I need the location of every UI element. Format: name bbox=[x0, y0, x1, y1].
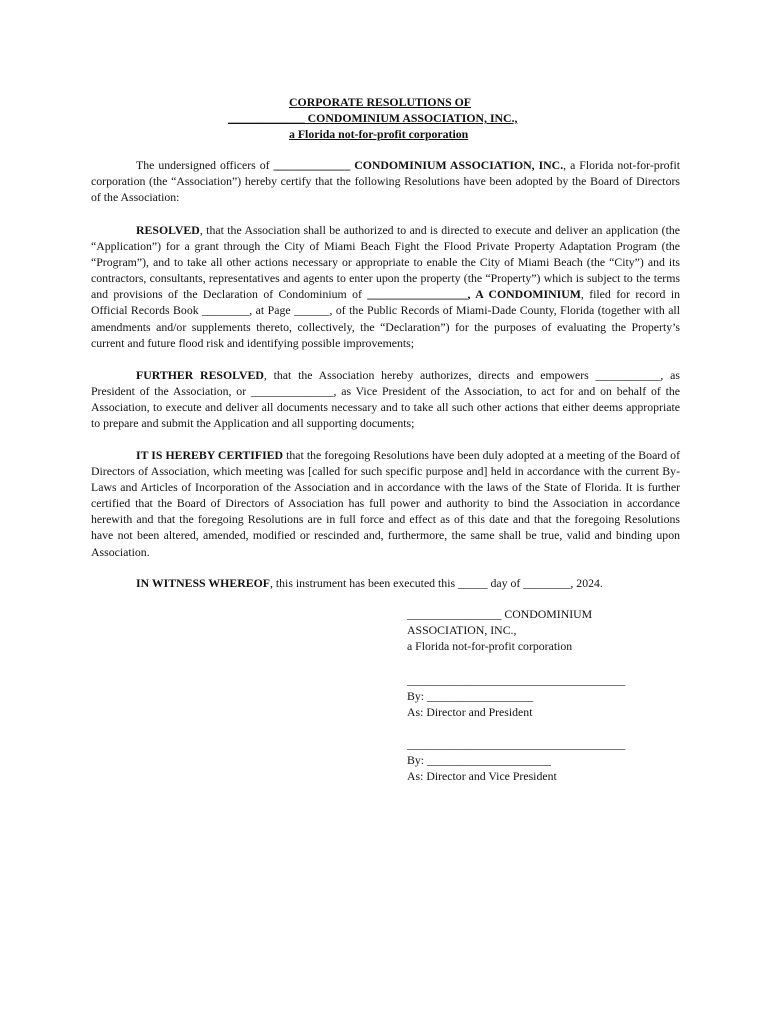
signer-title: As: Director and President bbox=[407, 705, 533, 719]
further-resolved-paragraph: FURTHER RESOLVED, that the Association hereby authorizes, directs and empowers ___________, as President of the Association, or ______________, as Vice President of the Association, to act for and on behalf of the Association, to execute and deliver all documents necessary and to take all such other actions that either deems appropriate to prepare and submit the Application and all supporting documents; bbox=[91, 368, 680, 431]
association-name: _____________ CONDOMINIUM ASSOCIATION, INC. bbox=[273, 158, 564, 172]
vice-president-signature-block bbox=[407, 736, 677, 784]
resolved-paragraph: RESOLVED, that the Association shall be authorized to and is directed to execute and deliver an application (the “Application”) for a grant through the City of Miami Beach Fight the Flood Private Property Adaptation Program (the “Program”), and to take all other actions necessary or appropriate to enable the City of Miami Beach (the “City”) and its contractors, consultants, representatives and agents to enter upon the property (the “Property”) which is subject to the terms and provisions of the Declaration of Condominium of _________________, A CONDOMINIUM, filed for record in Official Records Book ________, at Page ______, of the Public Records of Miami-Dade County, Florida (together with all amendments and/or supplements thereto, collectively, the “Declaration”) for the purposes of evaluating the Property’s current and future flood risk and identifying possible improvements; bbox=[91, 223, 680, 350]
signature-line: _____________________________________ bbox=[407, 737, 626, 751]
resolved-heading: RESOLVED bbox=[136, 223, 200, 237]
signer-by-line: By: __________________ bbox=[407, 689, 534, 703]
president-signature-block bbox=[407, 672, 677, 720]
title-line-2: _____________ CONDOMINIUM ASSOCIATION, INC., bbox=[228, 111, 518, 125]
title-line-1: CORPORATE RESOLUTIONS OF bbox=[289, 95, 472, 109]
entity-type-line: ASSOCIATION, INC., bbox=[407, 623, 517, 637]
entity-description: a Florida not-for-profit corporation bbox=[407, 639, 573, 653]
further-resolved-heading: FURTHER RESOLVED bbox=[136, 368, 264, 382]
entity-name-line: ________________ CONDOMINIUM bbox=[407, 607, 593, 621]
certified-paragraph: IT IS HEREBY CERTIFIED that the foregoing Resolutions have been duly adopted at a meeting of the Board of Directors of Association, which meeting was [called for such specific purpose and] held in accordance with the current By-Laws and Articles of Incorporation of the Association and in accordance with the laws of the State of Florida. It is further certified that the Board of Directors of Association has full power and authority to bind the Association in accordance herewith and that the foregoing Resolutions are in full force and effect as of this date and that the foregoing Resolutions have not been altered, amended, modified or rescinded and, furthermore, the same shall be true, valid and binding upon Association. bbox=[91, 448, 681, 559]
document-title bbox=[0, 94, 770, 142]
witness-heading: IN WITNESS WHEREOF bbox=[136, 576, 270, 590]
signer-title: As: Director and Vice President bbox=[407, 769, 557, 783]
signature-line: _____________________________________ bbox=[407, 673, 626, 687]
signer-by-line: By: _____________________ bbox=[407, 753, 551, 767]
condominium-name: _________________, A CONDOMINIUM bbox=[367, 287, 581, 302]
title-line-3: a Florida not-for-profit corporation bbox=[289, 127, 469, 141]
signature-entity-block bbox=[407, 606, 677, 654]
intro-paragraph: The undersigned officers of _____________ CONDOMINIUM ASSOCIATION, INC., a Florida not-for-profit corporation (the “Association”) hereby certify that the following Resolutions have been adopted by the Board of Directors of the Association: bbox=[91, 158, 681, 205]
certified-heading: IT IS HEREBY CERTIFIED bbox=[136, 448, 284, 462]
witness-paragraph: IN WITNESS WHEREOF, this instrument has been executed this _____ day of ________, 2024. bbox=[136, 576, 603, 590]
